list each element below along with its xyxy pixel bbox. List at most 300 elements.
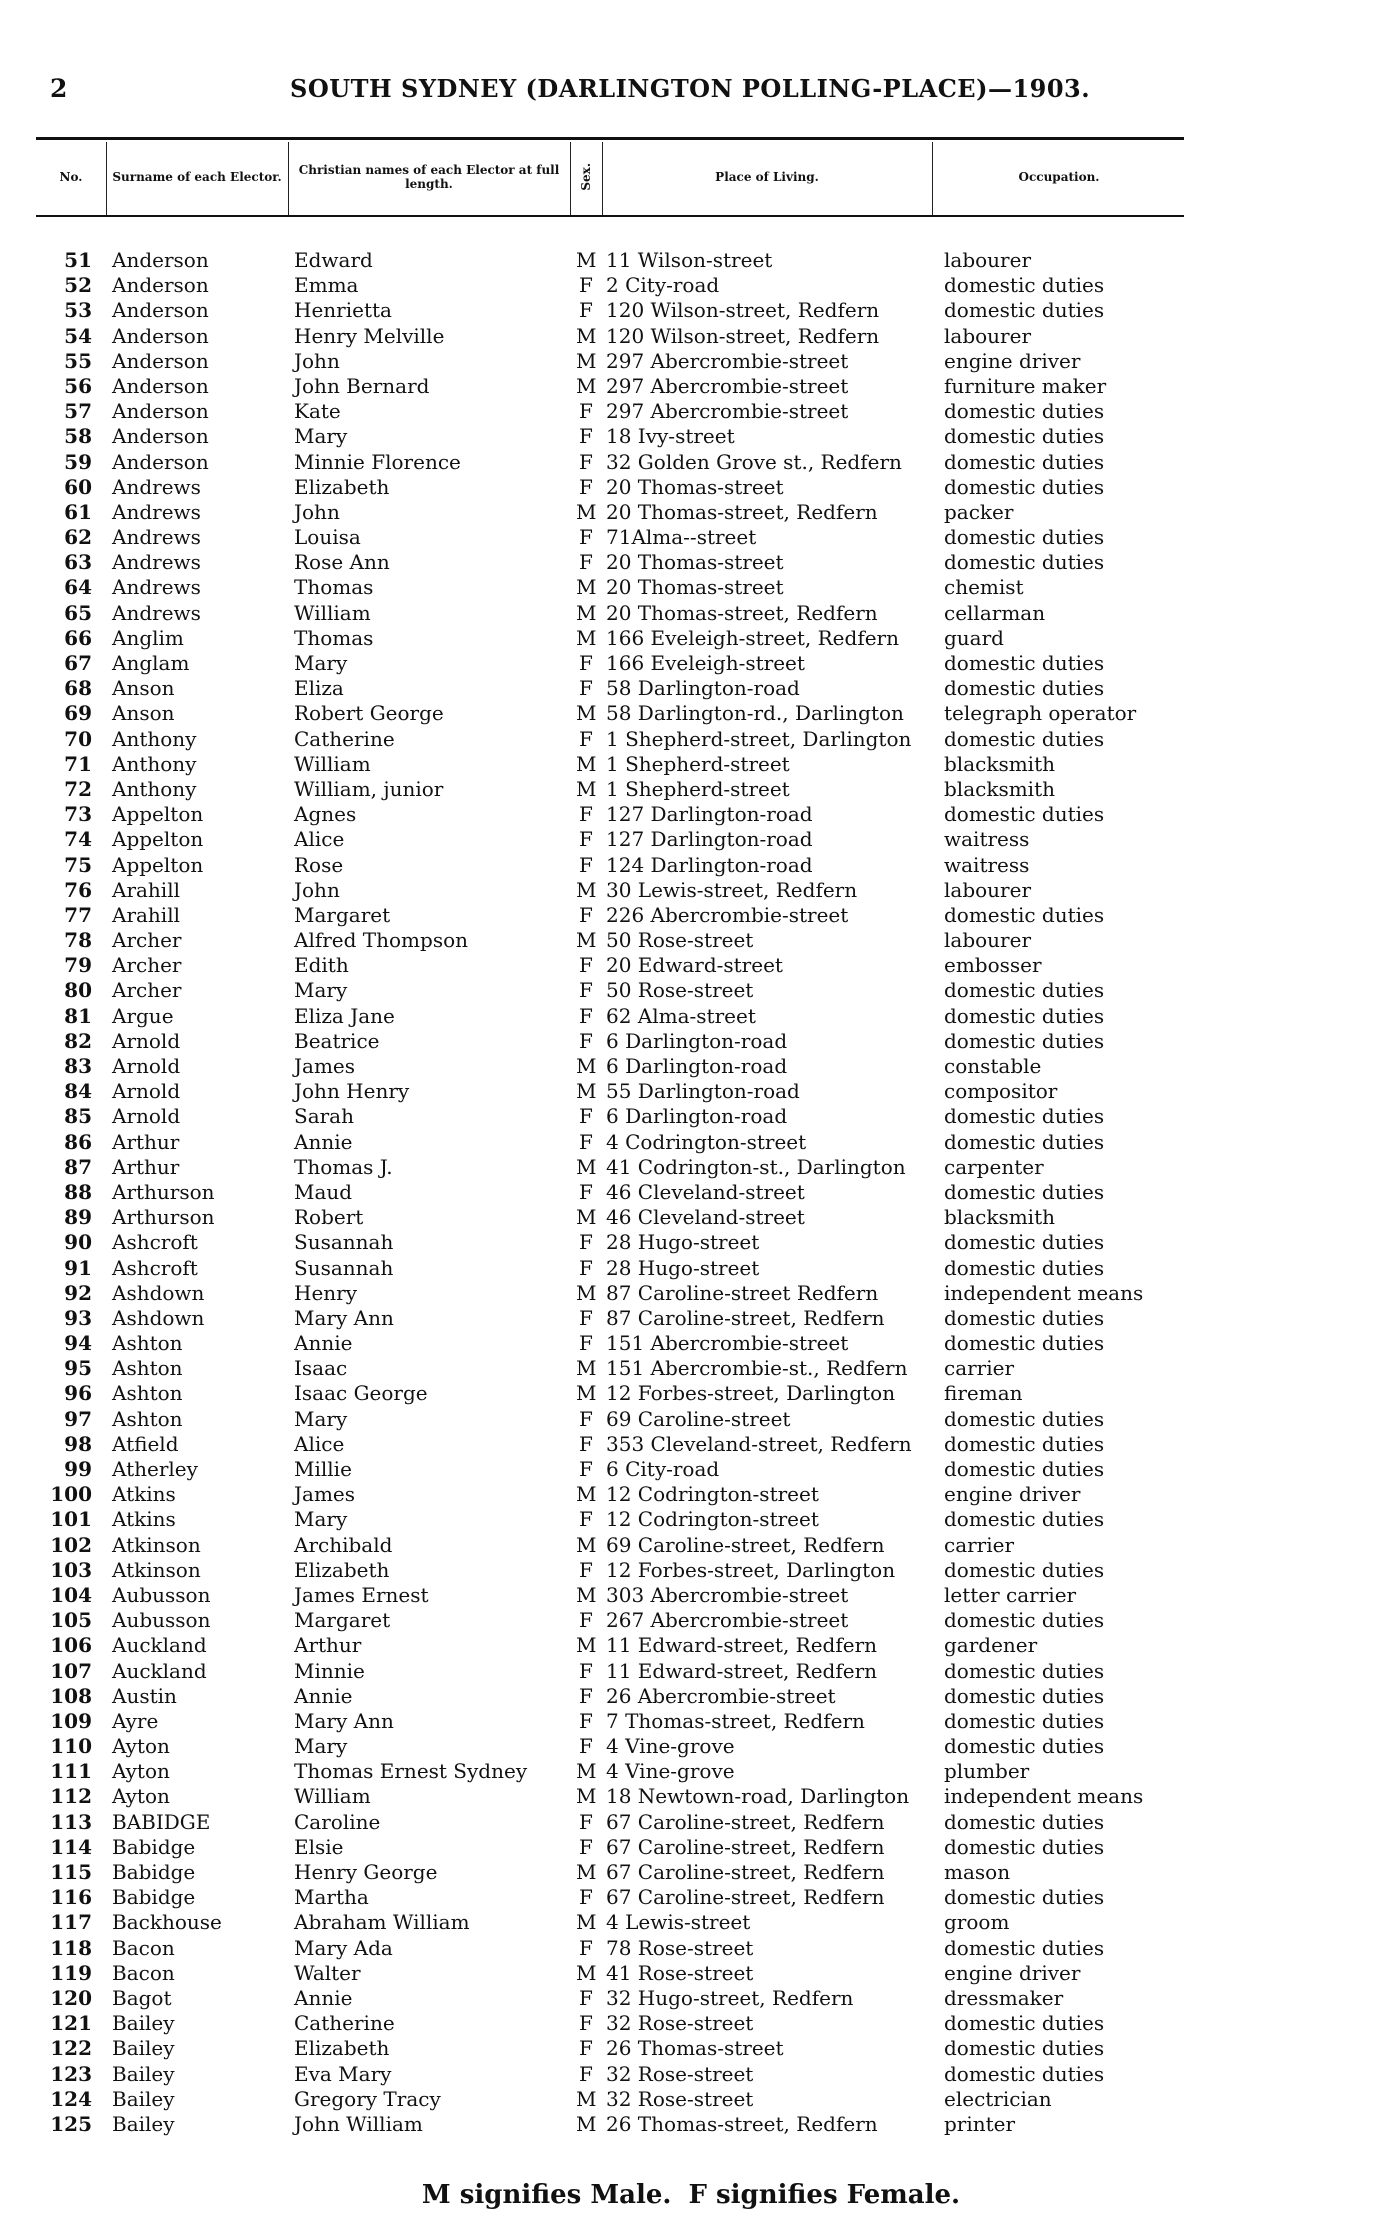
elector-place-of-living: 4 Vine-grove bbox=[606, 1759, 735, 1784]
elector-surname: Ashton bbox=[112, 1381, 183, 1406]
elector-number: 110 bbox=[50, 1734, 92, 1759]
table-row bbox=[0, 2087, 1382, 2112]
elector-surname: Archer bbox=[112, 928, 182, 953]
elector-place-of-living: 87 Caroline-street, Redfern bbox=[606, 1305, 885, 1330]
elector-number: 123 bbox=[50, 2061, 92, 2086]
elector-surname: Bagot bbox=[112, 1985, 172, 2010]
table-row bbox=[0, 248, 1382, 273]
table-row bbox=[0, 1860, 1382, 1885]
elector-occupation: domestic duties bbox=[944, 550, 1105, 575]
elector-christian-names: Eliza Jane bbox=[294, 1003, 395, 1028]
elector-place-of-living: 127 Darlington-road bbox=[606, 827, 813, 852]
elector-sex: M bbox=[576, 2111, 597, 2136]
elector-sex: F bbox=[579, 2036, 593, 2061]
elector-occupation: engine driver bbox=[944, 1482, 1081, 1507]
sex-legend bbox=[0, 2180, 1382, 2210]
elector-place-of-living: 12 Forbes-street, Darlington bbox=[606, 1381, 896, 1406]
elector-sex: M bbox=[576, 575, 597, 600]
column-divider bbox=[570, 142, 571, 215]
col-header-no: No. bbox=[59, 170, 83, 184]
elector-place-of-living: 26 Thomas-street bbox=[606, 2036, 784, 2061]
elector-number: 67 bbox=[64, 651, 92, 675]
elector-place-of-living: 6 City-road bbox=[606, 1457, 720, 1481]
elector-number: 113 bbox=[50, 1809, 92, 1834]
elector-surname: Auckland bbox=[112, 1658, 207, 1683]
table-row bbox=[0, 1684, 1382, 1709]
elector-christian-names: Thomas bbox=[294, 575, 374, 600]
elector-occupation: domestic duties bbox=[944, 2036, 1105, 2061]
elector-place-of-living: 62 Alma-street bbox=[606, 1003, 756, 1028]
elector-christian-names: Annie bbox=[294, 1985, 353, 2010]
elector-surname: Anderson bbox=[112, 298, 209, 323]
elector-surname: Austin bbox=[112, 1683, 177, 1708]
table-row bbox=[0, 1230, 1382, 1255]
table-row bbox=[0, 1029, 1382, 1054]
elector-sex: M bbox=[576, 701, 597, 726]
elector-surname: Backhouse bbox=[112, 1910, 222, 1935]
elector-surname: Andrews bbox=[112, 499, 201, 524]
elector-place-of-living: 18 Newtown-road, Darlington bbox=[606, 1784, 910, 1809]
elector-number: 57 bbox=[64, 399, 92, 424]
table-row bbox=[0, 701, 1382, 726]
elector-place-of-living: 120 Wilson-street, Redfern bbox=[606, 298, 880, 323]
elector-surname: Aubusson bbox=[112, 1608, 211, 1633]
elector-place-of-living: 4 Codrington-street bbox=[606, 1129, 807, 1154]
elector-occupation: letter carrier bbox=[944, 1582, 1077, 1607]
elector-place-of-living: 267 Abercrombie-street bbox=[606, 1608, 849, 1633]
elector-occupation: domestic duties bbox=[944, 2011, 1105, 2036]
elector-christian-names: John bbox=[294, 348, 340, 373]
elector-number: 76 bbox=[64, 877, 92, 902]
elector-occupation: blacksmith bbox=[944, 776, 1055, 801]
elector-christian-names: Beatrice bbox=[294, 1028, 380, 1053]
elector-surname: Atkins bbox=[112, 1482, 176, 1507]
elector-place-of-living: 69 Caroline-street, Redfern bbox=[606, 1532, 885, 1557]
table-row bbox=[0, 777, 1382, 802]
elector-number: 111 bbox=[50, 1759, 92, 1784]
elector-christian-names: Henry bbox=[294, 1280, 358, 1305]
elector-surname: Anderson bbox=[112, 273, 209, 298]
elector-surname: Anthony bbox=[112, 751, 197, 776]
elector-occupation: carrier bbox=[944, 1356, 1015, 1381]
elector-christian-names: John Bernard bbox=[294, 373, 430, 398]
elector-occupation: domestic duties bbox=[944, 399, 1105, 424]
elector-surname: Ashton bbox=[112, 1406, 183, 1431]
elector-surname: Ayton bbox=[112, 1759, 170, 1784]
elector-christian-names: Louisa bbox=[294, 525, 361, 550]
elector-place-of-living: 11 Edward-street, Redfern bbox=[606, 1633, 878, 1658]
elector-place-of-living: 87 Caroline-street Redfern bbox=[606, 1280, 879, 1305]
elector-sex: F bbox=[579, 1431, 593, 1456]
elector-number: 80 bbox=[64, 978, 92, 1003]
elector-surname: Auckland bbox=[112, 1633, 207, 1658]
elector-surname: Ashdown bbox=[112, 1280, 205, 1305]
elector-christian-names: Abraham William bbox=[294, 1910, 470, 1935]
elector-surname: Andrews bbox=[112, 550, 201, 575]
elector-surname: Anson bbox=[112, 701, 175, 726]
elector-occupation: carrier bbox=[944, 1532, 1015, 1557]
elector-surname: Bailey bbox=[112, 2061, 175, 2086]
table-row bbox=[0, 1533, 1382, 1558]
elector-sex: M bbox=[576, 1860, 597, 1884]
elector-surname: Bacon bbox=[112, 1935, 175, 1960]
table-row bbox=[0, 1482, 1382, 1507]
elector-christian-names: Mary bbox=[294, 1406, 348, 1431]
elector-number: 115 bbox=[50, 1860, 92, 1884]
elector-sex: M bbox=[576, 751, 597, 776]
table-row bbox=[0, 1734, 1382, 1759]
elector-number: 86 bbox=[64, 1129, 92, 1154]
elector-occupation: domestic duties bbox=[944, 978, 1105, 1003]
elector-sex: M bbox=[576, 776, 597, 801]
elector-sex: F bbox=[579, 1608, 593, 1633]
elector-number: 117 bbox=[50, 1910, 92, 1935]
elector-sex: M bbox=[576, 373, 597, 398]
elector-occupation: labourer bbox=[944, 323, 1032, 348]
elector-occupation: blacksmith bbox=[944, 1205, 1055, 1230]
elector-sex: F bbox=[579, 1255, 593, 1280]
elector-place-of-living: 32 Rose-street bbox=[606, 2061, 754, 2086]
elector-sex: M bbox=[576, 1054, 597, 1078]
elector-surname: Andrews bbox=[112, 600, 201, 625]
elector-sex: M bbox=[576, 1910, 597, 1935]
elector-sex: M bbox=[576, 2086, 597, 2111]
elector-place-of-living: 226 Abercrombie-street bbox=[606, 902, 849, 927]
table-row bbox=[0, 827, 1382, 852]
elector-sex: F bbox=[579, 827, 593, 852]
elector-number: 121 bbox=[50, 2011, 92, 2036]
elector-sex: M bbox=[576, 1079, 597, 1104]
table-row bbox=[0, 1381, 1382, 1406]
table-row bbox=[0, 273, 1382, 298]
elector-place-of-living: 67 Caroline-street, Redfern bbox=[606, 1860, 885, 1884]
col-header-sex bbox=[572, 142, 600, 212]
elector-place-of-living: 11 Edward-street, Redfern bbox=[606, 1658, 878, 1683]
column-divider bbox=[602, 142, 603, 215]
elector-number: 114 bbox=[50, 1834, 92, 1859]
elector-christian-names: Archibald bbox=[294, 1532, 393, 1557]
elector-number: 98 bbox=[64, 1431, 92, 1456]
elector-surname: Bailey bbox=[112, 2111, 175, 2136]
elector-place-of-living: 20 Thomas-street bbox=[606, 575, 784, 600]
elector-christian-names: Elsie bbox=[294, 1834, 344, 1859]
elector-place-of-living: 166 Eveleigh-street, Redfern bbox=[606, 625, 899, 650]
table-row bbox=[0, 1079, 1382, 1104]
elector-surname: Arnold bbox=[112, 1104, 181, 1129]
elector-occupation: domestic duties bbox=[944, 1255, 1105, 1280]
male-note: M signifies Male. bbox=[421, 2180, 672, 2210]
elector-number: 51 bbox=[64, 248, 92, 272]
table-row bbox=[0, 1306, 1382, 1331]
elector-occupation: domestic duties bbox=[944, 1608, 1105, 1633]
table-row bbox=[0, 1205, 1382, 1230]
elector-place-of-living: 1 Shepherd-street bbox=[606, 776, 790, 801]
elector-sex: F bbox=[579, 2061, 593, 2086]
elector-occupation: domestic duties bbox=[944, 1834, 1105, 1859]
elector-occupation: cellarman bbox=[944, 600, 1046, 625]
elector-surname: Anderson bbox=[112, 323, 209, 348]
elector-christian-names: Maud bbox=[294, 1179, 353, 1204]
elector-christian-names: James bbox=[294, 1482, 356, 1507]
elector-sex: F bbox=[579, 1028, 593, 1053]
table-row bbox=[0, 475, 1382, 500]
table-row bbox=[0, 903, 1382, 928]
elector-surname: Arthurson bbox=[112, 1205, 215, 1230]
table-row bbox=[0, 1155, 1382, 1180]
elector-occupation: printer bbox=[944, 2111, 1016, 2136]
elector-place-of-living: 28 Hugo-street bbox=[606, 1230, 760, 1255]
elector-place-of-living: 6 Darlington-road bbox=[606, 1104, 788, 1129]
elector-surname: Anthony bbox=[112, 726, 197, 751]
elector-number: 104 bbox=[50, 1582, 92, 1607]
elector-number: 68 bbox=[64, 676, 92, 701]
elector-occupation: domestic duties bbox=[944, 1507, 1105, 1532]
elector-place-of-living: 297 Abercrombie-street bbox=[606, 373, 849, 398]
elector-sex: F bbox=[579, 1683, 593, 1708]
elector-sex: M bbox=[576, 348, 597, 373]
elector-sex: F bbox=[579, 802, 593, 827]
elector-number: 61 bbox=[64, 499, 92, 524]
elector-sex: F bbox=[579, 298, 593, 323]
elector-sex: F bbox=[579, 1557, 593, 1582]
table-row bbox=[0, 1784, 1382, 1809]
elector-number: 62 bbox=[64, 525, 92, 550]
elector-sex: F bbox=[579, 726, 593, 751]
table-row bbox=[0, 1256, 1382, 1281]
elector-sex: F bbox=[579, 1885, 593, 1910]
elector-place-of-living: 151 Abercrombie-st., Redfern bbox=[606, 1356, 908, 1381]
elector-christian-names: Alfred Thompson bbox=[294, 928, 469, 953]
elector-surname: Andrews bbox=[112, 474, 201, 499]
elector-sex: F bbox=[579, 852, 593, 877]
elector-sex: M bbox=[576, 1280, 597, 1305]
table-row bbox=[0, 1432, 1382, 1457]
elector-sex: F bbox=[579, 1734, 593, 1759]
table-row bbox=[0, 802, 1382, 827]
elector-number: 73 bbox=[64, 802, 92, 827]
elector-christian-names: Millie bbox=[294, 1457, 352, 1481]
elector-sex: F bbox=[579, 1230, 593, 1255]
elector-sex: F bbox=[579, 1834, 593, 1859]
elector-number: 99 bbox=[64, 1457, 92, 1481]
elector-sex: M bbox=[576, 600, 597, 625]
table-row bbox=[0, 1004, 1382, 1029]
elector-christian-names: Mary bbox=[294, 424, 348, 449]
table-row bbox=[0, 1659, 1382, 1684]
elector-number: 92 bbox=[64, 1280, 92, 1305]
elector-sex: F bbox=[579, 273, 593, 298]
elector-number: 93 bbox=[64, 1305, 92, 1330]
elector-occupation: domestic duties bbox=[944, 1331, 1105, 1356]
elector-surname: Ashton bbox=[112, 1356, 183, 1381]
elector-christian-names: Thomas J. bbox=[294, 1154, 393, 1179]
elector-sex: F bbox=[579, 1507, 593, 1532]
elector-christian-names: Annie bbox=[294, 1683, 353, 1708]
elector-christian-names: Susannah bbox=[294, 1255, 394, 1280]
table-row bbox=[0, 1608, 1382, 1633]
table-row bbox=[0, 853, 1382, 878]
elector-occupation: plumber bbox=[944, 1759, 1030, 1784]
elector-sex: F bbox=[579, 1985, 593, 2010]
elector-surname: Anglam bbox=[112, 651, 190, 675]
elector-christian-names: Margaret bbox=[294, 902, 391, 927]
elector-surname: Babidge bbox=[112, 1885, 196, 1910]
elector-number: 124 bbox=[50, 2086, 92, 2111]
elector-surname: Arthur bbox=[112, 1154, 180, 1179]
table-row bbox=[0, 1180, 1382, 1205]
elector-number: 91 bbox=[64, 1255, 92, 1280]
elector-place-of-living: 58 Darlington-rd., Darlington bbox=[606, 701, 904, 726]
elector-christian-names: Mary Ann bbox=[294, 1708, 394, 1733]
elector-occupation: domestic duties bbox=[944, 474, 1105, 499]
elector-number: 56 bbox=[64, 373, 92, 398]
table-row bbox=[0, 1936, 1382, 1961]
table-row bbox=[0, 1986, 1382, 2011]
elector-christian-names: William bbox=[294, 600, 371, 625]
elector-number: 63 bbox=[64, 550, 92, 575]
elector-christian-names: Emma bbox=[294, 273, 359, 298]
elector-surname: Bailey bbox=[112, 2086, 175, 2111]
elector-christian-names: William, junior bbox=[294, 776, 444, 801]
elector-occupation: domestic duties bbox=[944, 802, 1105, 827]
elector-number: 88 bbox=[64, 1179, 92, 1204]
elector-christian-names: Henry Melville bbox=[294, 323, 445, 348]
elector-sex: F bbox=[579, 424, 593, 449]
elector-surname: Arthurson bbox=[112, 1179, 215, 1204]
elector-place-of-living: 166 Eveleigh-street bbox=[606, 651, 805, 675]
elector-surname: Ayton bbox=[112, 1734, 170, 1759]
elector-place-of-living: 2 City-road bbox=[606, 273, 720, 298]
elector-surname: Arnold bbox=[112, 1054, 181, 1078]
elector-place-of-living: 41 Rose-street bbox=[606, 1960, 754, 1985]
elector-number: 90 bbox=[64, 1230, 92, 1255]
elector-occupation: domestic duties bbox=[944, 1104, 1105, 1129]
elector-christian-names: Caroline bbox=[294, 1809, 381, 1834]
elector-christian-names: Annie bbox=[294, 1331, 353, 1356]
elector-christian-names: Henrietta bbox=[294, 298, 392, 323]
elector-number: 96 bbox=[64, 1381, 92, 1406]
elector-christian-names: Walter bbox=[294, 1960, 361, 1985]
elector-sex: F bbox=[579, 1179, 593, 1204]
elector-christian-names: Catherine bbox=[294, 2011, 395, 2036]
elector-surname: Anderson bbox=[112, 449, 209, 474]
elector-surname: BABIDGE bbox=[112, 1809, 211, 1834]
elector-occupation: chemist bbox=[944, 575, 1024, 600]
elector-place-of-living: 11 Wilson-street bbox=[606, 248, 773, 272]
elector-christian-names: Thomas Ernest Sydney bbox=[294, 1759, 528, 1784]
table-row bbox=[0, 1709, 1382, 1734]
table-row bbox=[0, 1583, 1382, 1608]
elector-place-of-living: 20 Edward-street bbox=[606, 953, 783, 978]
elector-place-of-living: 303 Abercrombie-street bbox=[606, 1582, 849, 1607]
elector-sex: M bbox=[576, 1582, 597, 1607]
elector-christian-names: Alice bbox=[294, 1431, 345, 1456]
elector-place-of-living: 58 Darlington-road bbox=[606, 676, 800, 701]
table-row bbox=[0, 399, 1382, 424]
table-row bbox=[0, 2062, 1382, 2087]
table-row bbox=[0, 752, 1382, 777]
elector-surname: Anderson bbox=[112, 348, 209, 373]
elector-place-of-living: 32 Hugo-street, Redfern bbox=[606, 1985, 854, 2010]
elector-occupation: independent means bbox=[944, 1784, 1144, 1809]
col-header-sex-label: Sex. bbox=[579, 163, 593, 191]
elector-number: 52 bbox=[64, 273, 92, 298]
elector-surname: Arnold bbox=[112, 1028, 181, 1053]
elector-number: 95 bbox=[64, 1356, 92, 1381]
elector-number: 100 bbox=[50, 1482, 92, 1507]
table-row bbox=[0, 626, 1382, 651]
elector-christian-names: Rose bbox=[294, 852, 344, 877]
elector-place-of-living: 12 Codrington-street bbox=[606, 1482, 819, 1507]
elector-christian-names: Elizabeth bbox=[294, 1557, 390, 1582]
elector-occupation: fireman bbox=[944, 1381, 1023, 1406]
elector-christian-names: Isaac bbox=[294, 1356, 348, 1381]
elector-occupation: domestic duties bbox=[944, 1809, 1105, 1834]
elector-sex: M bbox=[576, 625, 597, 650]
elector-occupation: domestic duties bbox=[944, 1431, 1105, 1456]
elector-number: 55 bbox=[64, 348, 92, 373]
female-note: F signifies Female. bbox=[688, 2180, 961, 2210]
elector-occupation: domestic duties bbox=[944, 298, 1105, 323]
elector-occupation: domestic duties bbox=[944, 1457, 1105, 1481]
elector-place-of-living: 55 Darlington-road bbox=[606, 1079, 800, 1104]
table-row bbox=[0, 1054, 1382, 1079]
elector-christian-names: Minnie bbox=[294, 1658, 365, 1683]
elector-sex: M bbox=[576, 1759, 597, 1784]
elector-sex: F bbox=[579, 474, 593, 499]
elector-surname: Anglim bbox=[112, 625, 184, 650]
table-row bbox=[0, 676, 1382, 701]
elector-place-of-living: 124 Darlington-road bbox=[606, 852, 813, 877]
elector-sex: M bbox=[576, 1356, 597, 1381]
table-row bbox=[0, 601, 1382, 626]
elector-christian-names: James Ernest bbox=[294, 1582, 429, 1607]
elector-occupation: domestic duties bbox=[944, 1683, 1105, 1708]
elector-number: 106 bbox=[50, 1633, 92, 1658]
elector-christian-names: Catherine bbox=[294, 726, 395, 751]
elector-place-of-living: 4 Lewis-street bbox=[606, 1910, 751, 1935]
elector-occupation: compositor bbox=[944, 1079, 1058, 1104]
elector-surname: Ashton bbox=[112, 1331, 183, 1356]
page-header bbox=[0, 74, 1382, 114]
elector-number: 81 bbox=[64, 1003, 92, 1028]
elector-place-of-living: 26 Abercrombie-street bbox=[606, 1683, 836, 1708]
elector-surname: Atkins bbox=[112, 1507, 176, 1532]
elector-number: 84 bbox=[64, 1079, 92, 1104]
elector-sex: F bbox=[579, 1658, 593, 1683]
elector-number: 83 bbox=[64, 1054, 92, 1078]
elector-christian-names: Mary bbox=[294, 1507, 348, 1532]
elector-surname: Atkinson bbox=[112, 1532, 201, 1557]
elector-sex: F bbox=[579, 2011, 593, 2036]
elector-surname: Anderson bbox=[112, 399, 209, 424]
elector-occupation: domestic duties bbox=[944, 676, 1105, 701]
elector-occupation: blacksmith bbox=[944, 751, 1055, 776]
table-row bbox=[0, 424, 1382, 449]
elector-sex: F bbox=[579, 978, 593, 1003]
elector-place-of-living: 67 Caroline-street, Redfern bbox=[606, 1885, 885, 1910]
elector-place-of-living: 12 Forbes-street, Darlington bbox=[606, 1557, 896, 1582]
elector-surname: Bailey bbox=[112, 2036, 175, 2061]
elector-surname: Ayton bbox=[112, 1784, 170, 1809]
elector-christian-names: Henry George bbox=[294, 1860, 438, 1884]
elector-sex: M bbox=[576, 877, 597, 902]
table-row bbox=[0, 928, 1382, 953]
elector-christian-names: Kate bbox=[294, 399, 341, 424]
table-row bbox=[0, 1130, 1382, 1155]
elector-place-of-living: 32 Golden Grove st., Redfern bbox=[606, 449, 902, 474]
column-divider bbox=[932, 142, 933, 215]
